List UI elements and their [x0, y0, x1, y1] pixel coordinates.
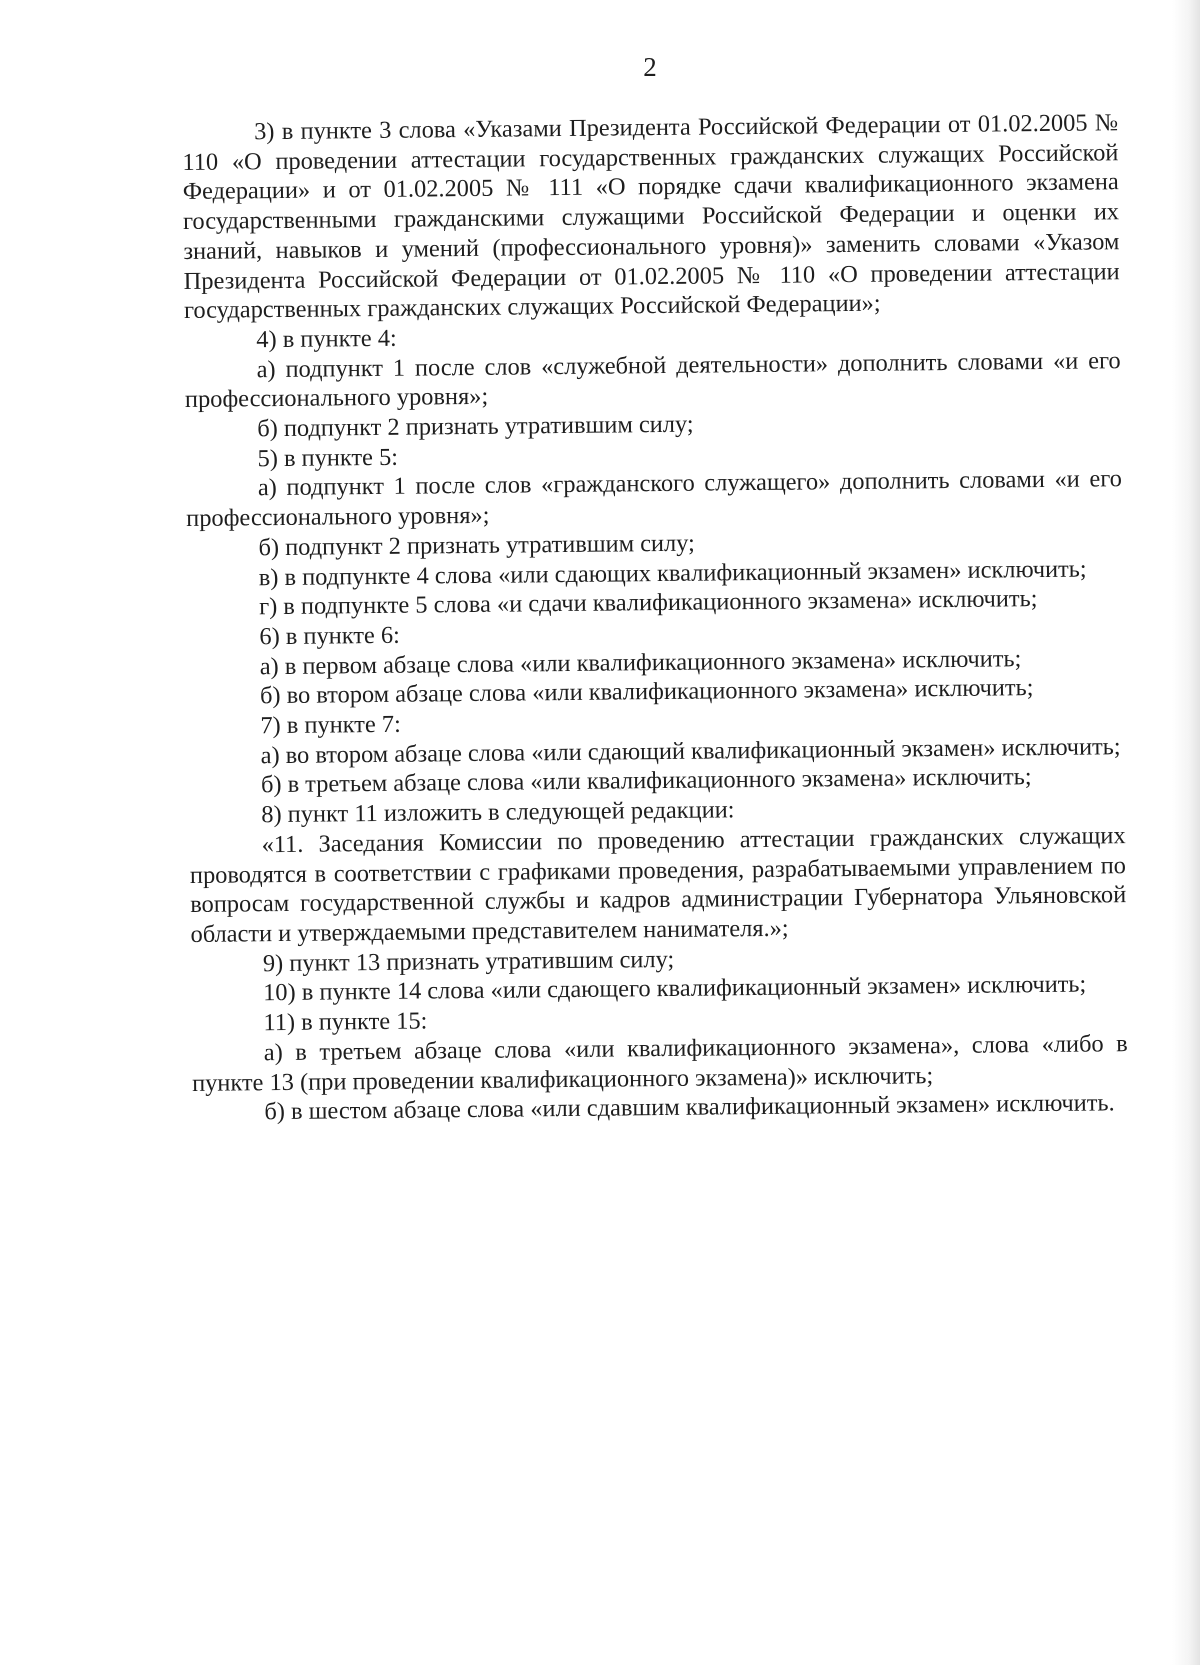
paragraph-item-7a: а) во втором абзаце слова «или сдающий квалификационный экзамен» исключить;: [260, 732, 1121, 769]
paragraph-item-8: 8) пункт 11 изложить в следующей редакции:: [261, 796, 735, 829]
paragraph-item-8-quote: «11. Заседания Комиссии по проведению аттестации гражданских служащих проводятся в соответствии с графиками проведения, разрабатываемыми управлением по вопросам государственной службы и кадров администрации Губернатора Ульяновской области и утверждаемыми представителем нанимателя.»;: [189, 822, 1127, 948]
paragraph-item-9: 9) пункт 13 признать утратившим силу;: [262, 945, 675, 977]
page-number: 2: [643, 52, 657, 82]
paragraph-item-4a: а) подпункт 1 после слов «служебной деятельности» дополнить словами «и его профессионального уровня»;: [184, 346, 1121, 414]
paragraph-item-11: 11) в пункте 15:: [263, 1007, 428, 1037]
paragraph-item-4: 4) в пункте 4:: [256, 324, 397, 354]
document-body: [182, 108, 1129, 1128]
scan-edge-shadow: [1172, 0, 1200, 1665]
paragraph-item-5g: г) в подпункте 5 слова «и сдачи квалификационного экзамена» исключить;: [258, 585, 1038, 621]
paragraph-item-5v: в) в подпункте 4 слова «или сдающих квалификационный экзамен» исключить;: [258, 555, 1087, 591]
paragraph-item-6: 6) в пункте 6:: [259, 621, 400, 651]
paragraph-item-6b: б) во втором абзаце слова «или квалификационного экзамена» исключить;: [259, 674, 1034, 710]
paragraph-item-7: 7) в пункте 7:: [260, 710, 401, 740]
paragraph-item-10: 10) в пункте 14 слова «или сдающего квалификационный экзамен» исключить;: [263, 970, 1087, 1007]
paragraph-item-11b: б) в шестом абзаце слова «или сдавшим квалификационный экзамен» исключить.: [264, 1089, 1115, 1126]
paragraph-item-4b: б) подпункт 2 признать утратившим силу;: [257, 410, 694, 443]
paragraph-item-5a: а) подпункт 1 после слов «гражданского служащего» дополнить словами «и его профессионального уровня»;: [186, 465, 1122, 533]
paragraph-item-5b: б) подпункт 2 признать утратившим силу;: [258, 529, 695, 562]
paragraph-item-5: 5) в пункте 5:: [257, 443, 399, 472]
paragraph-item-6a: а) в первом абзаце слова «или квалификационного экзамена» исключить;: [259, 644, 1022, 680]
paragraph-item-3: 3) в пункте 3 слова «Указами Президента Российской Федерации от 01.02.2005 № 110 «О проведении аттестации государственных гражданских служащих Российской Федерации» и от 01.02.2005 № 111 «О порядке сдачи квалификационного экзамена государственными гражданскими служащими Российской Федерации и оценки их знаний, навыков и умений (профессионального уровня)» заменить словами «Указом Президента Российской Федерации от 01.02.2005 № 110 «О проведении аттестации государственных гражданских служащих Российской Федерации»;: [182, 109, 1120, 325]
paragraph-item-11a: а) в третьем абзаце слова «или квалификационного экзамена», слова «либо в пункте 13 (при проведении квалификационного экзамена)» исключить;: [191, 1029, 1128, 1097]
paragraph-item-7b: б) в третьем абзаце слова «или квалификационного экзамена» исключить;: [260, 763, 1032, 799]
